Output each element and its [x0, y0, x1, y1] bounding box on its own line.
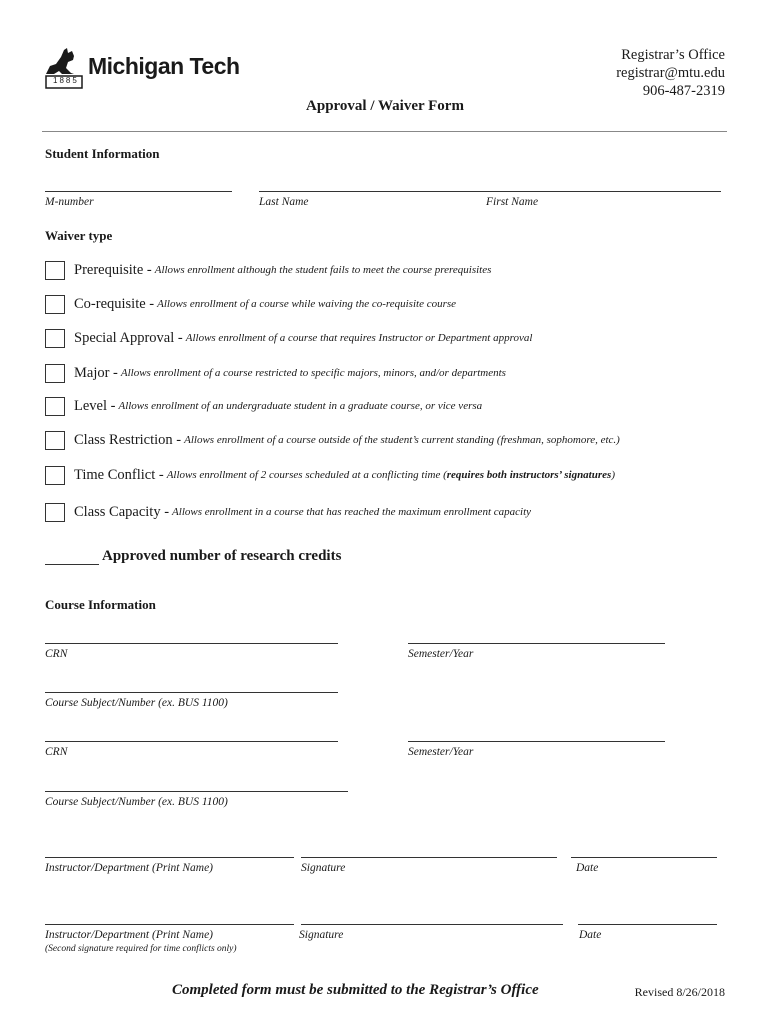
research-credits-label: Approved number of research credits [102, 548, 342, 564]
second-signature-note: (Second signature required for time conflicts only) [45, 944, 237, 954]
waiver-option-prerequisite[interactable] [45, 259, 491, 281]
waiver-option-name: Co-requisite - [74, 295, 155, 312]
waiver-option-desc: Allows enrollment of a course restricted to specific majors, minors, and/or departments [120, 367, 506, 379]
waiver-option-name: Class Capacity - [74, 503, 170, 520]
checkbox[interactable] [45, 329, 65, 348]
m-number-label: M-number [45, 196, 94, 208]
signature-field-2[interactable] [301, 924, 563, 925]
checkbox[interactable] [45, 503, 65, 522]
desc-end: ) [611, 469, 615, 481]
revised-date: Revised 8/26/2018 [634, 985, 725, 999]
signature-label-2: Signature [299, 929, 344, 941]
checkbox[interactable] [45, 295, 65, 314]
research-credits-field[interactable] [45, 550, 99, 565]
crn-label-1: CRN [45, 648, 68, 660]
waiver-option-level[interactable] [45, 395, 482, 417]
waiver-option-desc [167, 469, 615, 481]
waiver-option-desc: Allows enrollment in a course that has reached the maximum enrollment capacity [172, 506, 532, 518]
waiver-option-name: Prerequisite - [74, 261, 152, 278]
checkbox[interactable] [45, 466, 65, 485]
research-credits-row [45, 548, 341, 565]
waiver-option-desc: Allows enrollment of a course that requires Instructor or Department approval [185, 332, 533, 344]
waiver-type-heading: Waiver type [45, 228, 113, 243]
waiver-option-desc: Allows enrollment although the student fails to meet the course prerequisites [154, 264, 492, 276]
course-info-heading: Course Information [45, 597, 156, 612]
instructor-name-field-2[interactable] [45, 924, 294, 925]
waiver-option-name: Class Restriction - [74, 431, 182, 448]
waiver-option-major[interactable] [45, 362, 506, 384]
subject-label-2: Course Subject/Number (ex. BUS 1100) [45, 796, 228, 808]
semester-field-1[interactable] [408, 643, 665, 644]
last-name-label: Last Name [259, 196, 309, 208]
contact-block [616, 46, 725, 100]
office-email[interactable]: registrar@mtu.edu [616, 65, 725, 81]
logo-wordmark: Michigan Tech [88, 53, 240, 79]
waiver-option-desc: Allows enrollment of a course while waiving the co-requisite course [157, 298, 457, 310]
waiver-option-name: Special Approval - [74, 329, 183, 346]
checkbox[interactable] [45, 364, 65, 383]
subject-label-1: Course Subject/Number (ex. BUS 1100) [45, 697, 228, 709]
semester-field-2[interactable] [408, 741, 665, 742]
subject-field-2[interactable] [45, 791, 348, 792]
waiver-option-name: Level - [74, 397, 116, 414]
signature-field-1[interactable] [301, 857, 557, 858]
waiver-option-desc: Allows enrollment of a course outside of the student’s current standing (freshman, sophomore, etc.) [184, 434, 620, 446]
header-divider [42, 131, 727, 132]
waiver-option-desc: Allows enrollment of an undergraduate student in a graduate course, or vice versa [118, 400, 483, 412]
waiver-option-name: Major - [74, 364, 118, 381]
instructor-name-field-1[interactable] [45, 857, 294, 858]
form-title: Approval / Waiver Form [306, 98, 464, 114]
waiver-option-time-conflict[interactable] [45, 464, 615, 486]
instructor-label-1: Instructor/Department (Print Name) [45, 862, 214, 874]
waiver-option-class-restriction[interactable] [45, 429, 620, 451]
checkbox[interactable] [45, 431, 65, 450]
desc-text: Allows enrollment of 2 courses scheduled at a conflicting time ( [166, 469, 447, 481]
signature-label-1: Signature [301, 862, 346, 874]
date-field-2[interactable] [578, 924, 717, 925]
waiver-option-class-capacity[interactable] [45, 501, 531, 523]
crn-field-2[interactable] [45, 741, 338, 742]
crn-field-1[interactable] [45, 643, 338, 644]
name-field[interactable] [259, 191, 721, 192]
date-field-1[interactable] [571, 857, 717, 858]
office-phone: 906-487-2319 [642, 83, 725, 99]
instructor-label-2: Instructor/Department (Print Name) [45, 929, 214, 941]
logo-year: 1885 [53, 76, 79, 85]
checkbox[interactable] [45, 397, 65, 416]
student-info-heading: Student Information [45, 146, 160, 161]
semester-label-1: Semester/Year [408, 648, 474, 660]
waiver-option-name: Time Conflict - [74, 466, 164, 483]
waiver-option-corequisite[interactable] [45, 293, 456, 315]
desc-bold: requires both instructors’ signatures [446, 469, 612, 481]
m-number-field[interactable] [45, 191, 232, 192]
first-name-label: First Name [486, 196, 539, 208]
date-label-1: Date [576, 862, 599, 874]
date-label-2: Date [579, 929, 602, 941]
crn-label-2: CRN [45, 746, 68, 758]
submit-note: Completed form must be submitted to the Registrar’s Office [172, 982, 539, 998]
waiver-option-special-approval[interactable] [45, 327, 532, 349]
subject-field-1[interactable] [45, 692, 338, 693]
checkbox[interactable] [45, 261, 65, 280]
office-name: Registrar’s Office [621, 47, 725, 63]
semester-label-2: Semester/Year [408, 746, 474, 758]
